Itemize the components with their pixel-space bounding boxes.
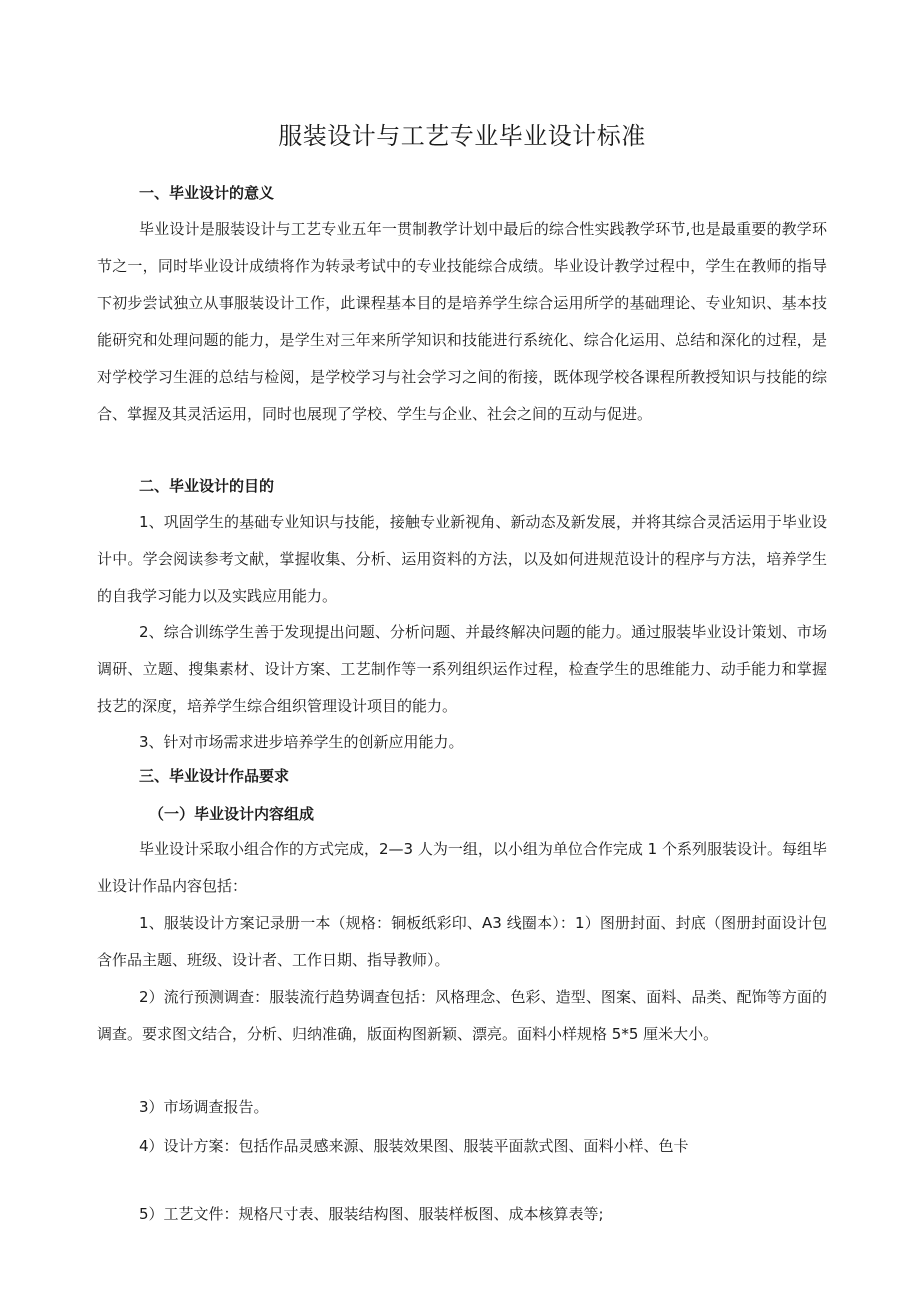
document-page [97,0,827,1301]
paragraph-significance: 毕业设计是服装设计与工艺专业五年一贯制教学计划中最后的综合性实践教学环节,也是最重要的教学环节之一，同时毕业设计成绩将作为转录考试中的专业技能综合成绩。毕业设计教学过程中，学生在教师的指导下初步尝试独立从事服装设计工作，此课程基本目的是培养学生综合运用所学的基础理论、专业知识、基本技能研究和处理问题的能力，是学生对三年来所学知识和技能进行系统化、综合化运用、总结和深化的过程，是对学校学习生涯的总结与检阅，是学校学习与社会学习之间的衔接，既体现学校各课程所教授知识与技能的综合、掌握及其灵活运用，同时也展现了学校、学生与企业、社会之间的互动与促进。 [97,220,827,423]
paragraph-content-4: 3）市场调查报告。 [139,1098,269,1116]
paragraph-content-6: 5）工艺文件：规格尺寸表、服装结构图、服装样板图、成本核算表等; [139,1205,604,1223]
subsection-heading-content: （一）毕业设计内容组成 [149,805,315,823]
paragraph-content-2: 1、服装设计方案记录册一本（规格：铜板纸彩印、A3 线圈本）：1）图册封面、封底（图册封面设计包含作品主题、班级、设计者、工作日期、指导教师）。 [97,914,827,969]
section-heading-significance: 一、毕业设计的意义 [139,184,275,202]
section-heading-requirements: 三、毕业设计作品要求 [139,767,290,785]
document-title: 服装设计与工艺专业毕业设计标准 [278,122,646,151]
paragraph-content-5: 4）设计方案：包括作品灵感来源、服装效果图、服装平面款式图、面料小样、色卡 [139,1137,689,1155]
paragraph-content-1: 毕业设计采取小组合作的方式完成，2—3 人为一组，以小组为单位合作完成 1 个系列服装设计。每组毕业设计作品内容包括： [97,840,827,895]
paragraph-content-3: 2）流行预测调查：服装流行趋势调查包括：风格理念、色彩、造型、图案、面料、品类、配饰等方面的调查。要求图文结合，分析、归纳准确，版面构图新颖、漂亮。面料小样规格 5*5 厘米大小。 [97,988,827,1043]
paragraph-purpose-2: 2、综合训练学生善于发现提出问题、分析问题、并最终解决问题的能力。通过服装毕业设计策划、市场调研、立题、搜集素材、设计方案、工艺制作等一系列组织运作过程，检查学生的思维能力、动手能力和掌握技艺的深度，培养学生综合组织管理设计项目的能力。 [97,623,827,715]
section-heading-purpose: 二、毕业设计的目的 [139,477,275,495]
paragraph-purpose-3: 3、针对市场需求进步培养学生的创新应用能力。 [139,733,464,751]
paragraph-purpose-1: 1、巩固学生的基础专业知识与技能，接触专业新视角、新动态及新发展，并将其综合灵活运用于毕业设计中。学会阅读参考文献，掌握收集、分析、运用资料的方法，以及如何进规范设计的程序与方法，培养学生的自我学习能力以及实践应用能力。 [97,513,827,605]
